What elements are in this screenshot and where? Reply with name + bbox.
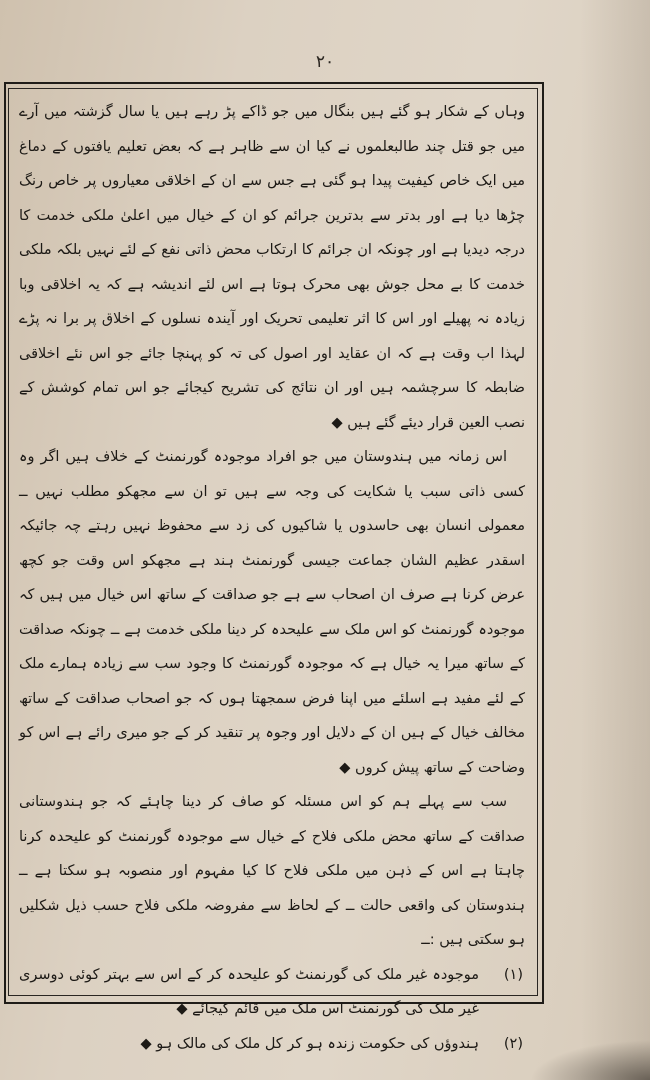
list-number-1: (۱) [503, 966, 523, 983]
page-edge-shadow [580, 0, 650, 1080]
body-text [19, 95, 525, 1061]
corner-shadow [530, 1040, 650, 1080]
paragraph-2: اس زمانہ میں ہندوستان میں جو افراد موجودہ گورنمنٹ کے خلاف ہیں اگر وہ کسی ذاتی سبب یا شکایت کی وجہ سے ہیں تو ان سے مجھکو مطلب نہیں ــ معمولی انسان بھی حاسدوں یا شاکیوں کی زد سے محفوظ نہیں رہتے چہ جائیکہ اسقدر عظیم الشان جماعت جیسی گورنمنٹ ہند ہے مجھکو اس وقت جو کچھ عرض کرنا ہے صرف ان اصحاب سے ہے جو صداقت کے ساتھ اس خیال میں ہیں کہ موجودہ گورنمنٹ کو اس ملک سے علیحدہ کر دینا ملکی خدمت ہے ــ چونکہ صداقت کے ساتھ میرا یہ خیال ہے کہ موجودہ گورنمنٹ کا وجود سب سے زیادہ ہمارے ملک کے لئے مفید ہے اسلئے میں اپنا فرض سمجھتا ہوں کہ جو اصحاب صداقت کے ساتھ مخالف خیال کے ہیں ان کے دلایل اور وجوہ پر تنقید کر کے جو میری رائے ہے اس کو وضاحت کے ساتھ پیش کروں ◆ [19, 449, 525, 776]
list-number-2: (۲) [503, 1035, 523, 1052]
inner-page-border [8, 88, 538, 1052]
numbered-list [19, 958, 525, 1062]
paragraph-1: وہاں کے شکار ہو گئے ہیں بنگال میں جو ڈاکے پڑ رہے ہیں یا سال گزشتہ میں آرے میں جو قتل چند طالبعلموں نے کیا ان سے ظاہر ہے کہ بعض تعلیم یافتوں کے دماغ میں ایک خاص کیفیت پیدا ہو گئی ہے جس سے ان کے اخلاقی معیاروں پر خاص رنگ چڑھا دیا ہے اور بدتر سے بدترین جرائم کو ان کے خیال میں اعلیٰ ملکی خدمت کا درجہ دیدیا ہے اور چونکہ ان جرائم کا ارتکاب محض ذاتی نفع کے لئے نہیں بلکہ ملکی خدمت کا بے محل جوش بھی محرک ہوتا ہے اس لئے اندیشہ ہے کہ یہ اخلاقی وبا زیادہ نہ پھیلے اور اس کا اثر تعلیمی تحریک اور آیندہ نسلوں کے اخلاق پر برا نہ پڑے لہذا اب وقت ہے کہ ان عقاید اور اصول کی تہ کو پہنچا جائے جو اس نئے اخلاقی ضابطہ کا سرچشمہ ہیں اور ان نتائج کی تشریح کیجائے جو اس تمام کوشش کے نصب العین قرار دیئے گئے ہیں ◆ [19, 104, 525, 431]
paragraph-3: سب سے پہلے ہم کو اس مسئلہ کو صاف کر دینا چاہئے کہ جو ہندوستانی صداقت کے ساتھ محض ملکی فلاح کے خیال سے موجودہ گورنمنٹ کو علیحدہ کرنا چاہتا ہے اس کے ذہن میں ملکی فلاح کا کیا مفہوم اور منصوبہ ہو سکتا ہے ــ ہندوستان کی واقعی حالت ــ کے لحاظ سے مفروضہ ملکی فلاح حسب ذیل شکلیں ہو سکتی ہیں :ــ [19, 794, 525, 948]
list-text-2: ہندوؤں کی حکومت زندہ ہو کر کل ملک کی مالک ہو ◆ [140, 1035, 479, 1052]
list-item-1 [19, 958, 525, 1027]
page-number: ۲۰ [315, 52, 335, 72]
list-item-2 [19, 1027, 525, 1062]
list-text-1: موجودہ غیر ملک کی گورنمنٹ کو علیحدہ کر کے اس سے بہتر کوئی دوسری غیر ملک کی گورنمنٹ اس ملک میں قائم کیجائے ◆ [19, 966, 479, 1017]
